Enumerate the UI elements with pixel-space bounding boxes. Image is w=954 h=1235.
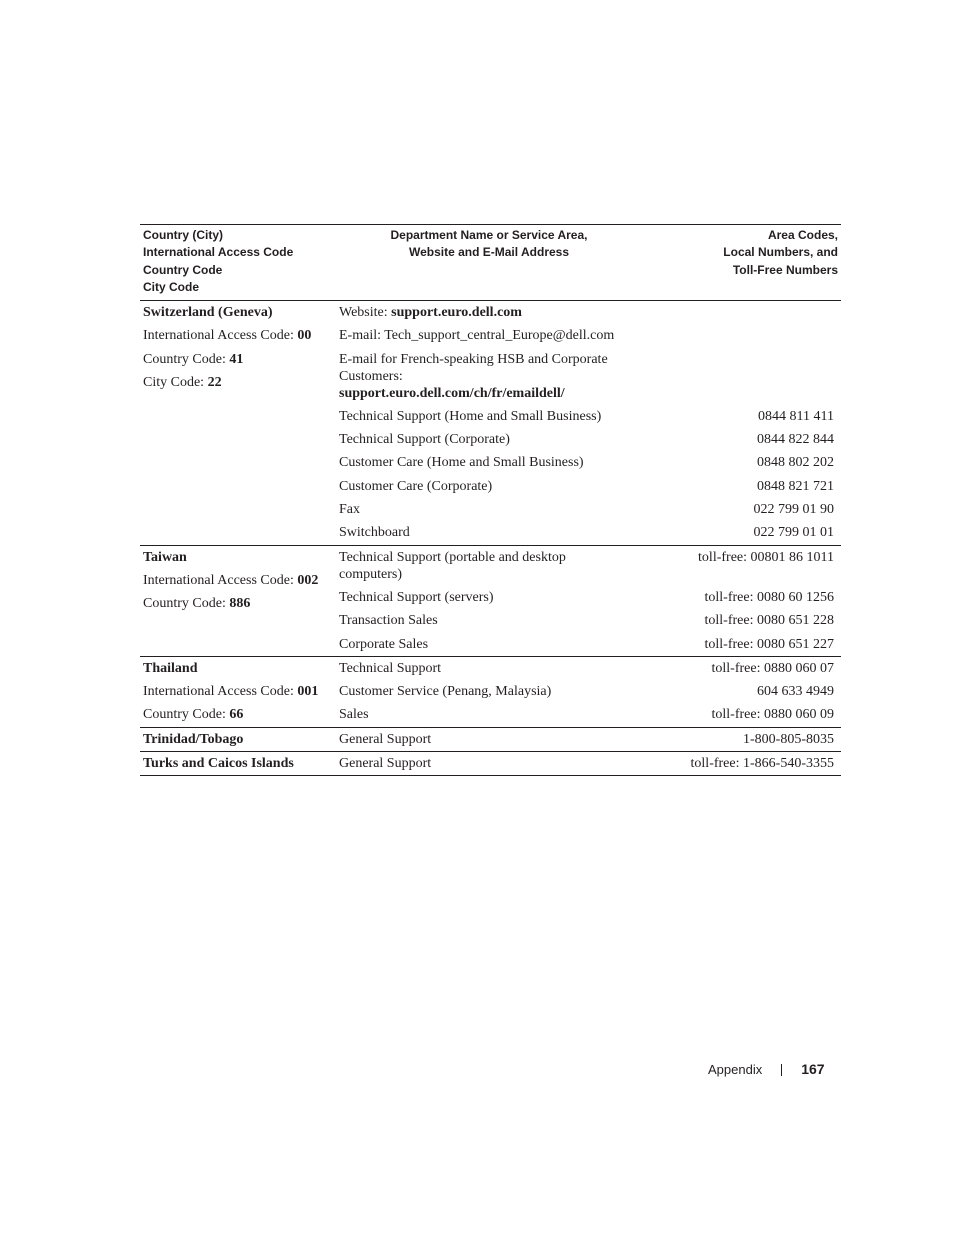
code-value: 00 xyxy=(297,328,312,344)
access-code-line xyxy=(143,348,336,371)
service-row xyxy=(336,405,841,428)
access-code-line xyxy=(143,569,336,592)
code-value: 002 xyxy=(297,572,319,588)
phone-number: 604 633 4949 xyxy=(757,684,834,700)
access-code-line xyxy=(143,703,336,726)
service-name xyxy=(336,454,629,471)
header-text: International Access Code xyxy=(143,245,294,260)
header-country-column xyxy=(143,227,333,296)
phone-number xyxy=(834,304,841,321)
service-name xyxy=(336,501,629,518)
country-name: Trinidad/Tobago xyxy=(143,731,244,747)
table-body xyxy=(140,301,841,776)
code-label: International Access Code: xyxy=(143,328,298,344)
country-name: Turks and Caicos Islands xyxy=(143,756,294,772)
service-row xyxy=(336,703,841,726)
service-row xyxy=(336,498,841,521)
service-row xyxy=(336,633,841,656)
service-name xyxy=(336,612,629,629)
service-row xyxy=(336,752,841,775)
page-footer xyxy=(708,1061,825,1077)
header-text: Area Codes, xyxy=(767,228,838,242)
footer-divider xyxy=(781,1064,782,1076)
service-row xyxy=(336,728,841,751)
service-list xyxy=(336,728,841,751)
country-group xyxy=(140,301,841,546)
service-name-text: Technical Support (servers) xyxy=(339,589,494,605)
service-name xyxy=(336,431,629,448)
phone-number: 022 799 01 90 xyxy=(753,502,834,518)
code-label: City Code: xyxy=(143,374,208,390)
service-web-address: support.euro.dell.com xyxy=(391,305,522,320)
code-value: 001 xyxy=(297,684,319,700)
service-name-text: Technical Support (Home and Small Business) xyxy=(339,408,602,424)
access-code-line xyxy=(143,324,336,347)
service-name-text: E-mail: Tech_support_central_Europe@dell.com xyxy=(339,328,615,344)
code-label: Country Code: xyxy=(143,707,230,723)
phone-number xyxy=(834,327,841,344)
service-row xyxy=(336,301,841,324)
phone-number: toll-free: 0080 651 227 xyxy=(704,636,834,652)
service-name-text: General Support xyxy=(339,731,432,747)
service-name-text: Technical Support (Corporate) xyxy=(339,432,510,448)
country-info xyxy=(140,752,336,775)
service-list xyxy=(336,301,841,545)
service-name-text: Technical Support xyxy=(339,660,442,676)
service-name-text: Technical Support (portable and desktop computers) xyxy=(339,549,566,582)
table-header xyxy=(140,225,841,301)
service-name xyxy=(336,683,629,700)
service-row xyxy=(336,428,841,451)
service-name xyxy=(336,706,629,723)
phone-number xyxy=(834,351,841,402)
country-info xyxy=(140,546,336,656)
service-name xyxy=(336,351,629,402)
service-name-text: Customer Care (Home and Small Business) xyxy=(339,455,584,471)
service-name xyxy=(336,478,629,495)
service-row xyxy=(336,521,841,544)
header-text: Department Name or Service Area, xyxy=(390,228,588,242)
service-name-text: Customer Care (Corporate) xyxy=(339,478,493,494)
service-web-address: support.euro.dell.com/ch/fr/emaildell/ xyxy=(339,385,565,401)
phone-number: 0848 802 202 xyxy=(757,455,834,471)
country-group xyxy=(140,657,841,728)
service-name xyxy=(336,589,629,606)
service-name-text: Fax xyxy=(339,502,360,518)
service-row xyxy=(336,475,841,498)
header-numbers-column xyxy=(648,227,838,279)
service-name xyxy=(336,549,629,583)
service-list xyxy=(336,752,841,775)
phone-number: 1-800-805-8035 xyxy=(743,731,834,747)
country-name: Switzerland (Geneva) xyxy=(143,305,273,320)
header-text: Toll-Free Numbers xyxy=(732,262,838,277)
code-label: International Access Code: xyxy=(143,684,298,700)
phone-number: toll-free: 0880 060 09 xyxy=(711,707,834,723)
phone-number: 0844 811 411 xyxy=(758,408,834,424)
service-row xyxy=(336,609,841,632)
phone-number: toll-free: 00801 86 1011 xyxy=(698,549,834,565)
service-row xyxy=(336,451,841,474)
service-name-text: Customer Service (Penang, Malaysia) xyxy=(339,684,552,700)
country-group xyxy=(140,728,841,752)
service-list xyxy=(336,657,841,727)
service-name-text: Corporate Sales xyxy=(339,636,429,652)
country-info xyxy=(140,728,336,751)
code-label: Country Code: xyxy=(143,596,230,612)
service-name-text: Website: xyxy=(339,305,392,320)
phone-number: toll-free: 0880 060 07 xyxy=(711,660,834,676)
service-name-text: Transaction Sales xyxy=(339,613,438,629)
header-text: Website and E-Mail Address xyxy=(408,245,570,260)
service-row xyxy=(336,657,841,680)
country-info xyxy=(140,657,336,727)
phone-number: 022 799 01 01 xyxy=(753,525,834,541)
service-list xyxy=(336,546,841,656)
header-text: City Code xyxy=(143,279,200,294)
service-row xyxy=(336,348,841,405)
code-value: 41 xyxy=(229,351,244,367)
code-label: International Access Code: xyxy=(143,572,298,588)
phone-number: toll-free: 1-866-540-3355 xyxy=(690,756,834,772)
country-name: Thailand xyxy=(143,660,198,676)
phone-number: 0844 822 844 xyxy=(757,432,834,448)
phone-number: toll-free: 0080 60 1256 xyxy=(704,589,834,605)
code-label: Country Code: xyxy=(143,351,230,367)
service-row xyxy=(336,586,841,609)
country-group xyxy=(140,546,841,657)
country-name: Taiwan xyxy=(143,549,187,565)
service-row xyxy=(336,324,841,347)
service-name xyxy=(336,660,629,677)
header-text: Country Code xyxy=(143,262,223,277)
header-text: Local Numbers, and xyxy=(723,245,838,260)
access-code-line xyxy=(143,680,336,703)
footer-section-label: Appendix xyxy=(708,1062,763,1077)
service-name xyxy=(336,731,629,748)
country-group xyxy=(140,752,841,776)
contact-table xyxy=(140,224,841,776)
phone-number: toll-free: 0080 651 228 xyxy=(704,613,834,629)
code-value: 22 xyxy=(207,374,222,390)
service-name-text: Switchboard xyxy=(339,525,410,541)
page-number: 167 xyxy=(801,1061,825,1077)
service-name xyxy=(336,755,629,772)
service-name xyxy=(336,636,629,653)
phone-number: 0848 821 721 xyxy=(757,478,834,494)
code-value: 886 xyxy=(229,596,251,612)
service-name xyxy=(336,304,629,321)
header-text: Country (City) xyxy=(143,228,223,242)
access-code-line xyxy=(143,371,336,394)
service-name xyxy=(336,408,629,425)
service-name-text: E-mail for French-speaking HSB and Corporate Customers: xyxy=(339,351,608,384)
service-name xyxy=(336,327,629,344)
service-row xyxy=(336,680,841,703)
service-name xyxy=(336,524,629,541)
code-value: 66 xyxy=(229,707,244,723)
service-name-text: General Support xyxy=(339,756,432,772)
country-info xyxy=(140,301,336,545)
service-row xyxy=(336,546,841,586)
header-department-column xyxy=(339,227,639,262)
service-name-text: Sales xyxy=(339,707,369,723)
access-code-line xyxy=(143,592,336,615)
